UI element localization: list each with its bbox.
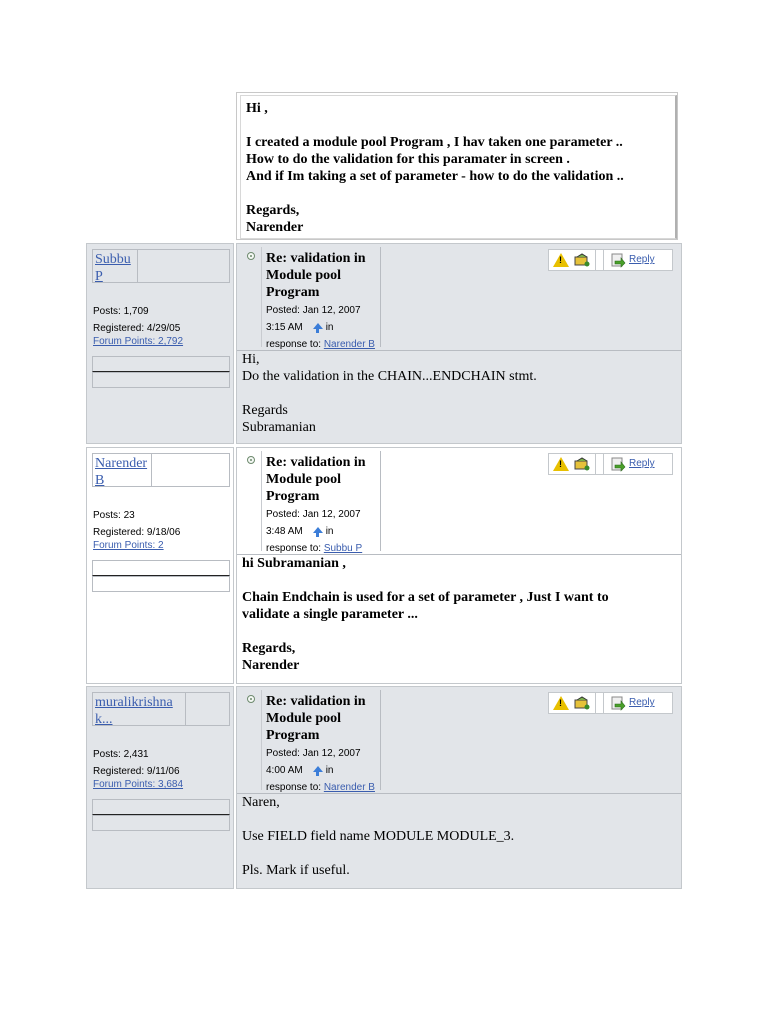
report-abuse-icon[interactable] [553, 696, 569, 710]
up-arrow-icon[interactable] [313, 323, 323, 329]
user-info-cell [86, 686, 234, 889]
post-actions [548, 453, 673, 475]
response-to-link[interactable]: Narender B [323, 339, 375, 350]
user-divider [92, 356, 230, 372]
forum-points-link[interactable]: Forum Points: 2 [93, 540, 164, 551]
status-bullet-icon [247, 695, 255, 703]
post-actions [548, 249, 673, 271]
post-header [237, 687, 681, 794]
reply-icon[interactable] [610, 696, 626, 711]
reply-link[interactable]: Reply [629, 254, 655, 265]
post-body-text: Naren, Use FIELD field name MODULE MODULE_3. Pls. Mark if useful. [242, 795, 515, 878]
in-label: in [325, 765, 334, 776]
user-posts-count: Posts: 23 [93, 510, 135, 521]
posted-date: Posted: Jan 12, 2007 [266, 748, 361, 759]
user-divider [92, 576, 230, 592]
post-title: Re: validation in Module pool Program [266, 455, 366, 504]
post-body-text: hi Subramanian , Chain Endchain is used for a set of parameter , Just I want to validate a single parameter ... Regards, Narender [242, 556, 609, 673]
reply-link[interactable]: Reply [629, 697, 655, 708]
user-posts-count: Posts: 1,709 [93, 306, 149, 317]
post-meta [266, 745, 375, 796]
reply-icon[interactable] [610, 457, 626, 472]
post-header [237, 244, 681, 351]
reply-link[interactable]: Reply [629, 458, 655, 469]
user-info-cell [86, 243, 234, 444]
post-cell [236, 447, 682, 684]
username-box [92, 453, 230, 487]
posted-time: 4:00 AM [266, 765, 303, 776]
username-link[interactable]: muralikrishna k... [95, 695, 173, 727]
up-arrow-icon[interactable] [313, 527, 323, 533]
response-to-link[interactable]: Subbu P [323, 543, 363, 554]
rewards-icon[interactable] [574, 253, 590, 267]
user-divider [92, 560, 230, 576]
reply-row [86, 447, 682, 684]
post-meta [266, 302, 375, 353]
reply-row [86, 686, 682, 889]
post-title: Re: validation in Module pool Program [266, 694, 366, 743]
post-title: Re: validation in Module pool Program [266, 251, 366, 300]
posted-time: 3:15 AM [266, 322, 303, 333]
post-meta [266, 506, 362, 557]
posted-date: Posted: Jan 12, 2007 [266, 305, 361, 316]
username-box [92, 249, 230, 283]
username-link[interactable]: Subbu P [95, 252, 131, 284]
user-divider [92, 372, 230, 388]
in-label: in [325, 322, 334, 333]
post-header [237, 448, 681, 555]
user-info-cell [86, 447, 234, 684]
status-bullet-icon [247, 456, 255, 464]
post-actions [548, 692, 673, 714]
username-link[interactable]: Narender B [95, 456, 148, 488]
post-title-box [240, 451, 381, 554]
user-registered-date: Registered: 9/18/06 [93, 527, 181, 538]
posted-date: Posted: Jan 12, 2007 [266, 509, 361, 520]
post-cell [236, 686, 682, 889]
response-to-label: response to: [266, 543, 322, 554]
status-bullet-icon [247, 252, 255, 260]
forum-points-link[interactable]: Forum Points: 3,684 [93, 779, 184, 790]
up-arrow-icon[interactable] [313, 766, 323, 772]
reply-icon[interactable] [610, 253, 626, 268]
forum-points-link[interactable]: Forum Points: 2,792 [93, 336, 184, 347]
report-abuse-icon[interactable] [553, 457, 569, 471]
post-cell [236, 243, 682, 444]
original-post-body [236, 92, 678, 240]
reply-row [86, 243, 682, 444]
response-to-label: response to: [266, 339, 322, 350]
post-title-box [240, 247, 381, 350]
in-label: in [325, 526, 334, 537]
original-post-frame [240, 95, 677, 239]
posted-time: 3:48 AM [266, 526, 303, 537]
rewards-icon[interactable] [574, 457, 590, 471]
response-to-label: response to: [266, 782, 322, 793]
response-to-link[interactable]: Narender B [323, 782, 375, 793]
user-posts-count: Posts: 2,431 [93, 749, 149, 760]
original-post-text: Hi , I created a module pool Program , I hav taken one parameter .. How to do the validation for this paramater in screen . And if Im taking a set of parameter - how to do the validation .. Regards, Narender [246, 101, 624, 235]
user-divider [92, 799, 230, 815]
post-body-text: Hi, Do the validation in the CHAIN...ENDCHAIN stmt. Regards Subramanian [242, 352, 537, 435]
rewards-icon[interactable] [574, 696, 590, 710]
user-registered-date: Registered: 9/11/06 [93, 766, 180, 777]
username-box [92, 692, 230, 726]
user-divider [92, 815, 230, 831]
report-abuse-icon[interactable] [553, 253, 569, 267]
user-registered-date: Registered: 4/29/05 [93, 323, 181, 334]
post-title-box [240, 690, 381, 793]
